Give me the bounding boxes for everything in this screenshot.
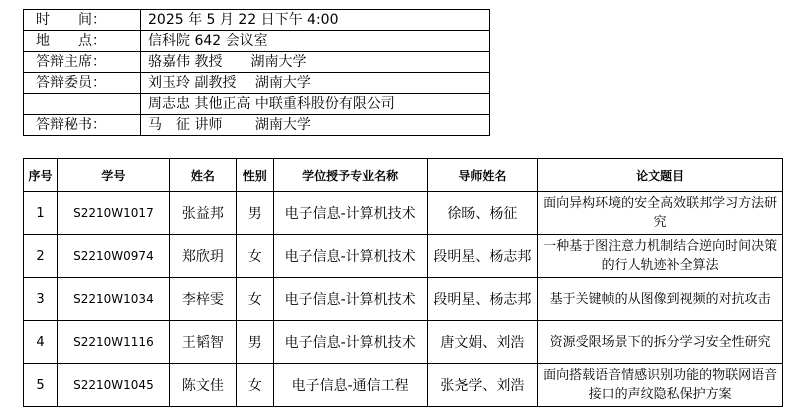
thesis-title: 资源受限场景下的拆分学习安全性研究 <box>538 321 783 364</box>
thesis-title: 面向搭载语音情感识别功能的物联网语音接口的声纹隐私保护方案 <box>538 364 783 407</box>
info-label: 时 间： <box>24 10 141 31</box>
info-value: 2025 年 5 月 22 日下午 4:00 <box>141 10 490 31</box>
degree-major: 电子信息-计算机技术 <box>273 321 427 364</box>
row-number: 3 <box>24 278 58 321</box>
row-number: 2 <box>24 235 58 278</box>
table-row <box>24 278 783 321</box>
thesis-title: 一种基于图注意力机制结合逆向时间决策的行人轨迹补全算法 <box>538 235 783 278</box>
student-name: 张益邦 <box>169 192 236 235</box>
info-value: 骆嘉伟 教授 湖南大学 <box>141 52 490 73</box>
column-header: 论文题目 <box>538 159 783 192</box>
info-label <box>24 94 141 115</box>
student-gender: 男 <box>236 321 273 364</box>
student-name: 陈文佳 <box>169 364 236 407</box>
info-row-time <box>24 10 490 31</box>
advisor-names: 张尧学、刘浩 <box>427 364 538 407</box>
row-number: 5 <box>24 364 58 407</box>
info-row-secretary <box>24 115 490 136</box>
student-name: 郑欣玥 <box>169 235 236 278</box>
student-name: 李梓雯 <box>169 278 236 321</box>
advisor-names: 唐文娟、刘浩 <box>427 321 538 364</box>
student-gender: 女 <box>236 278 273 321</box>
degree-major: 电子信息-计算机技术 <box>273 278 427 321</box>
info-value: 周志忠 其他正高 中联重科股份有限公司 <box>141 94 490 115</box>
info-label: 答辩委员： <box>24 73 141 94</box>
student-id: S2210W0974 <box>57 235 169 278</box>
degree-major: 电子信息-通信工程 <box>273 364 427 407</box>
info-value: 信科院 642 会议室 <box>141 31 490 52</box>
student-id: S2210W1045 <box>57 364 169 407</box>
advisor-names: 徐旸、杨征 <box>427 192 538 235</box>
column-header: 学位授予专业名称 <box>273 159 427 192</box>
thesis-title: 基于关键帧的从图像到视频的对抗攻击 <box>538 278 783 321</box>
row-number: 4 <box>24 321 58 364</box>
column-header: 导师姓名 <box>427 159 538 192</box>
info-value: 马 征 讲师 湖南大学 <box>141 115 490 136</box>
table-row <box>24 364 783 407</box>
column-header: 姓名 <box>169 159 236 192</box>
info-label: 地 点： <box>24 31 141 52</box>
thesis-table <box>23 158 783 407</box>
column-header: 序号 <box>24 159 58 192</box>
column-header: 性别 <box>236 159 273 192</box>
column-header: 学号 <box>57 159 169 192</box>
info-value: 刘玉玲 副教授 湖南大学 <box>141 73 490 94</box>
student-id: S2210W1034 <box>57 278 169 321</box>
student-id: S2210W1116 <box>57 321 169 364</box>
advisor-names: 段明星、杨志邦 <box>427 278 538 321</box>
table-row <box>24 192 783 235</box>
info-row-chair <box>24 52 490 73</box>
degree-major: 电子信息-计算机技术 <box>273 192 427 235</box>
student-gender: 女 <box>236 364 273 407</box>
degree-major: 电子信息-计算机技术 <box>273 235 427 278</box>
table-row <box>24 235 783 278</box>
student-id: S2210W1017 <box>57 192 169 235</box>
student-name: 王韬智 <box>169 321 236 364</box>
table-row <box>24 321 783 364</box>
defense-info-table <box>23 9 490 136</box>
info-label: 答辩主席： <box>24 52 141 73</box>
student-gender: 女 <box>236 235 273 278</box>
student-gender: 男 <box>236 192 273 235</box>
info-row-member <box>24 94 490 115</box>
info-row-location <box>24 31 490 52</box>
row-number: 1 <box>24 192 58 235</box>
table-header-row <box>24 159 783 192</box>
info-label: 答辩秘书： <box>24 115 141 136</box>
info-row-member <box>24 73 490 94</box>
thesis-title: 面向异构环境的安全高效联邦学习方法研究 <box>538 192 783 235</box>
advisor-names: 段明星、杨志邦 <box>427 235 538 278</box>
